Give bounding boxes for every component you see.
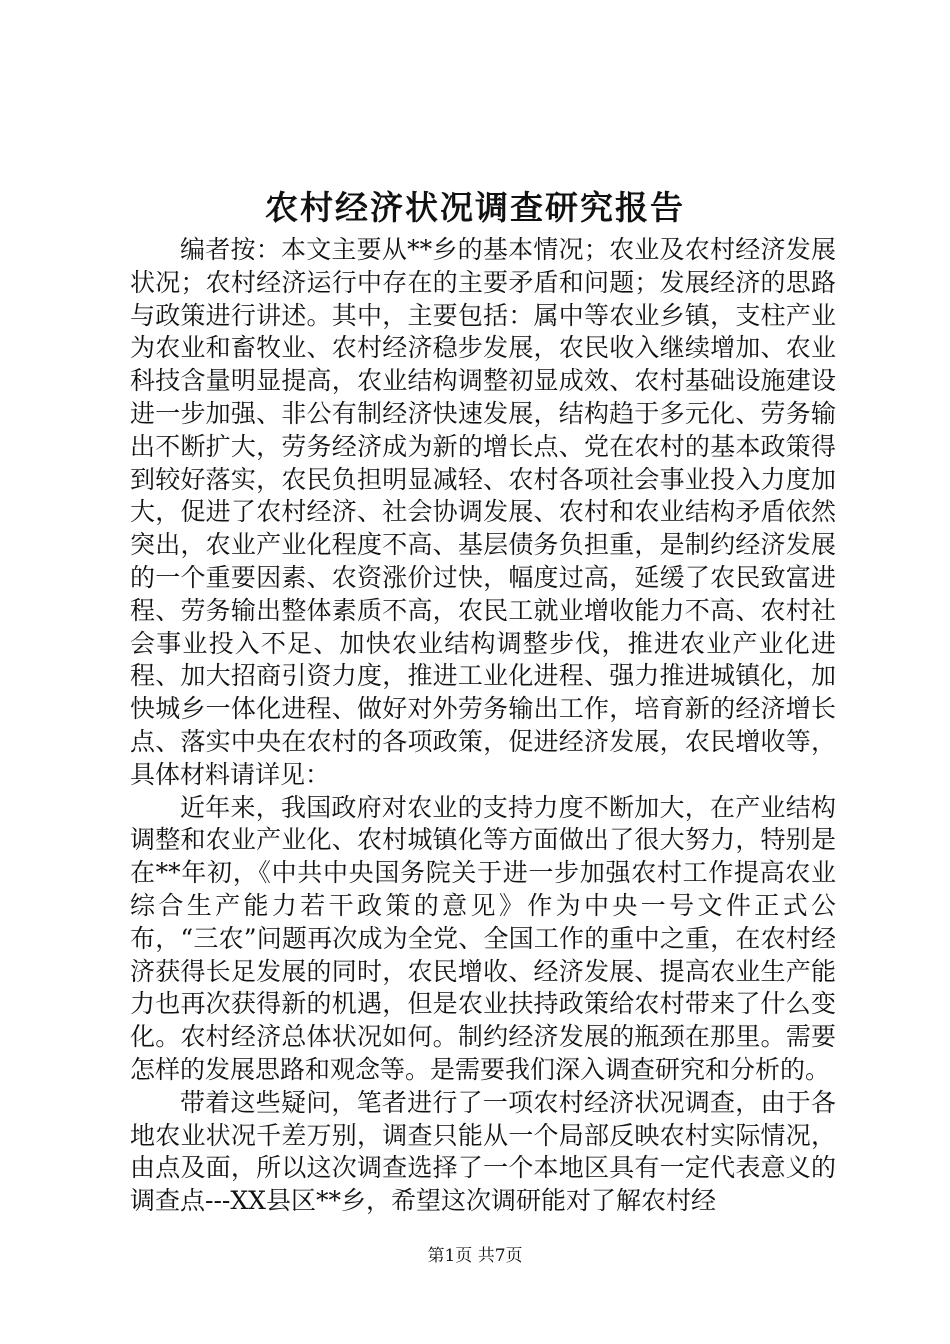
paragraph-editor-note: 编者按：本文主要从**乡的基本情况；农业及农村经济发展状况；农村经济运行中存在的主要矛盾和问题；发展经济的思路与政策进行讲述。其中，主要包括：属中等农业乡镇，支柱产业为农业和畜牧业、农村经济稳步发展，农民收入继续增加、农业科技含量明显提高，农业结构调整初显成效、农村基础设施建设进一步加强、非公有制经济快速发展，结构趋于多元化、劳务输出不断扩大，劳务经济成为新的增长点、党在农村的基本政策得到较好落实，农民负担明显减轻、农村各项社会事业投入力度加大，促进了农村经济、社会协调发展、农村和农业结构矛盾依然突出，农业产业化程度不高、基层债务负担重，是制约经济发展的一个重要因素、农资涨价过快，幅度过高，延缓了农民致富进程、劳务输出整体素质不高，农民工就业增收能力不高、农村社会事业投入不足、加快农业结构调整步伐，推进农业产业化进程、加大招商引资力度，推进工业化进程、强力推进城镇化，加快城乡一体化进程、做好对外劳务输出工作，培育新的经济增长点、落实中央在农村的各项政策，促进经济发展，农民增收等，具体材料请详见： (130, 235, 836, 789)
paragraph-survey-intro: 带着这些疑问，笔者进行了一项农村经济状况调查，由于各地农业状况千差万别，调查只能从一个局部反映农村实际情况，由点及面，所以这次调查选择了一个本地区具有一定代表意义的调查点---XX县区**乡，希望这次调研能对了解农村经 (130, 1087, 836, 1216)
document-title: 农村经济状况调查研究报告 (265, 188, 685, 227)
document-body (130, 234, 836, 1218)
page-number-footer: 第1页 共7页 (427, 1246, 523, 1266)
paragraph-background: 近年来，我国政府对农业的支持力度不断加大，在产业结构调整和农业产业化、农村城镇化等方面做出了很大努力，特别是在**年初，《中共中央国务院关于进一步加强农村工作提高农业综合生产能力若干政策的意见》作为中央一号文件正式公布，“三农”问题再次成为全党、全国工作的重中之重，在农村经济获得长足发展的同时，农民增收、经济发展、提高农业生产能力也再次获得新的机遇，但是农业扶持政策给农村带来了什么变化。农村经济总体状况如何。制约经济发展的瓶颈在那里。需要怎样的发展思路和观念等。是需要我们深入调查研究和分析的。 (130, 792, 836, 1084)
